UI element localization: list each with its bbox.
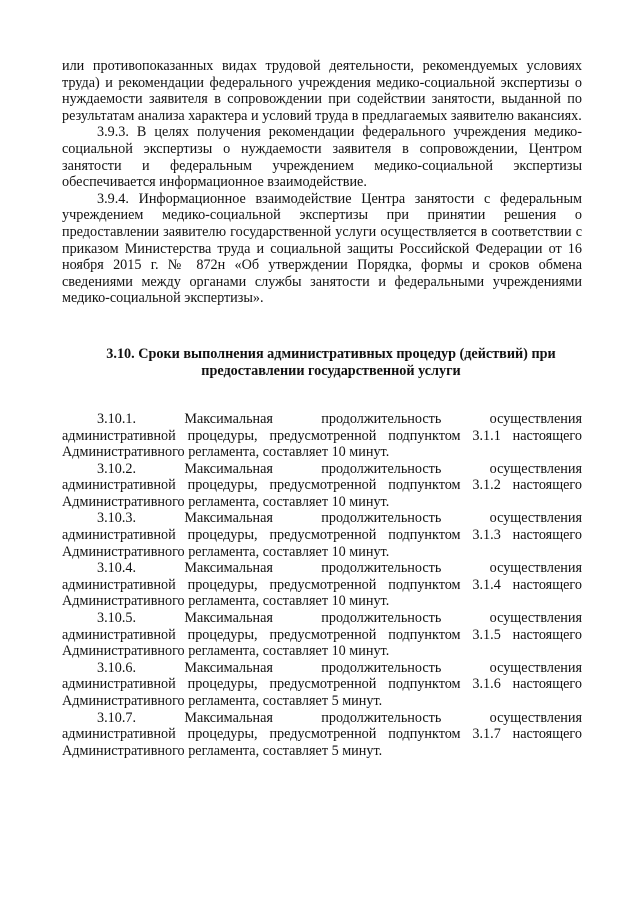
heading-line-2: предоставлении государственной услуги [201,362,461,379]
item-word: Максимальная [184,610,273,627]
item-number: 3.10.4. [97,560,137,577]
item-word: Максимальная [184,709,273,726]
item-word: Максимальная [184,410,273,427]
list-item [62,660,582,710]
item-word: Максимальная [184,659,273,676]
item-line: Административного регламента, составляет 10 минут. [62,543,390,560]
paragraph-3-9-4: 3.9.4. Информационное взаимодействие Центра занятости с федеральным учреждением медико-социальной экспертизы при принятии решения о предоставлении заявителю государственной услуги осуществляется в соответствии с приказом Министерства труда и социальной защиты Российской Федерации от 16 ноября 2015 г. № 872н «Об утверждении Порядка, формы и сроков обмена сведениями между органами службы занятости и федеральными учреждениями медико-социальной экспертизы». [62,190,582,307]
item-number: 3.10.6. [97,659,137,676]
item-number: 3.10.1. [97,410,137,427]
item-first-line [62,510,582,527]
item-word: осуществления [489,560,582,577]
section-heading-3-10 [62,346,582,380]
item-line: административной процедуры, предусмотренной подпунктом 3.1.4 настоящего [62,576,582,593]
section-3-9-paragraphs [62,58,582,307]
item-line: административной процедуры, предусмотренной подпунктом 3.1.6 настоящего [62,676,582,693]
item-word: Максимальная [184,460,273,477]
item-line: Административного регламента, составляет 5 минут. [62,693,383,709]
item-word: осуществления [489,460,582,477]
item-line: административной процедуры, предусмотренной подпунктом 3.1.7 настоящего [62,726,582,743]
item-first-line [62,461,582,478]
item-number: 3.10.5. [97,610,137,627]
list-item [62,411,582,461]
paragraph-3-9-3: 3.9.3. В целях получения рекомендации федерального учреждения медико-социальной экспертизы о нуждаемости заявителя в сопровождении, Центром занятости и федеральным учреждением медико-социальной экспертизы обеспечивается информационное взаимодействие. [62,124,582,191]
item-number: 3.10.7. [97,709,137,726]
item-line: административной процедуры, предусмотренной подпунктом 3.1.1 настоящего [62,427,582,444]
item-word: продолжительность [321,560,442,577]
item-first-line [62,610,582,627]
item-word: продолжительность [321,460,442,477]
item-word: Максимальная [184,510,273,527]
item-word: продолжительность [321,659,442,676]
item-first-line [62,411,582,428]
item-word: продолжительность [321,510,442,527]
item-word: осуществления [489,410,582,427]
item-line: Административного регламента, составляет 5 минут. [62,742,383,759]
item-word: осуществления [489,709,582,726]
item-word: продолжительность [321,709,442,726]
item-line: административной процедуры, предусмотренной подпунктом 3.1.5 настоящего [62,626,582,643]
document-page [62,58,582,759]
item-word: осуществления [489,659,582,676]
list-item [62,710,582,760]
item-number: 3.10.3. [97,510,137,527]
item-word: продолжительность [321,610,442,627]
section-3-10-items [62,411,582,759]
item-line: административной процедуры, предусмотренной подпунктом 3.1.3 настоящего [62,527,582,544]
list-item [62,461,582,511]
item-line: административной процедуры, предусмотренной подпунктом 3.1.2 настоящего [62,477,582,494]
item-first-line [62,710,582,727]
item-line: Административного регламента, составляет 10 минут. [62,444,390,461]
item-number: 3.10.2. [97,460,137,477]
heading-line-1: 3.10. Сроки выполнения административных процедур (действий) при [106,345,556,362]
item-line: Административного регламента, составляет 10 минут. [62,593,390,610]
item-line: Административного регламента, составляет 10 минут. [62,493,390,510]
item-word: осуществления [489,510,582,527]
list-item [62,560,582,610]
item-word: Максимальная [184,560,273,577]
list-item [62,510,582,560]
paragraph-continuation: или противопоказанных видах трудовой деятельности, рекомендуемых условиях труда) и рекомендации федерального учреждения медико-социальной экспертизы о нуждаемости заявителя в сопровождении при содействии занятости, выданной по результатам анализа характера и условий труда в предлагаемых заявителю вакансиях. [62,58,582,124]
item-word: осуществления [489,610,582,627]
item-line: Административного регламента, составляет 10 минут. [62,643,390,660]
list-item [62,610,582,660]
item-first-line [62,660,582,677]
item-word: продолжительность [321,410,442,427]
item-first-line [62,560,582,577]
